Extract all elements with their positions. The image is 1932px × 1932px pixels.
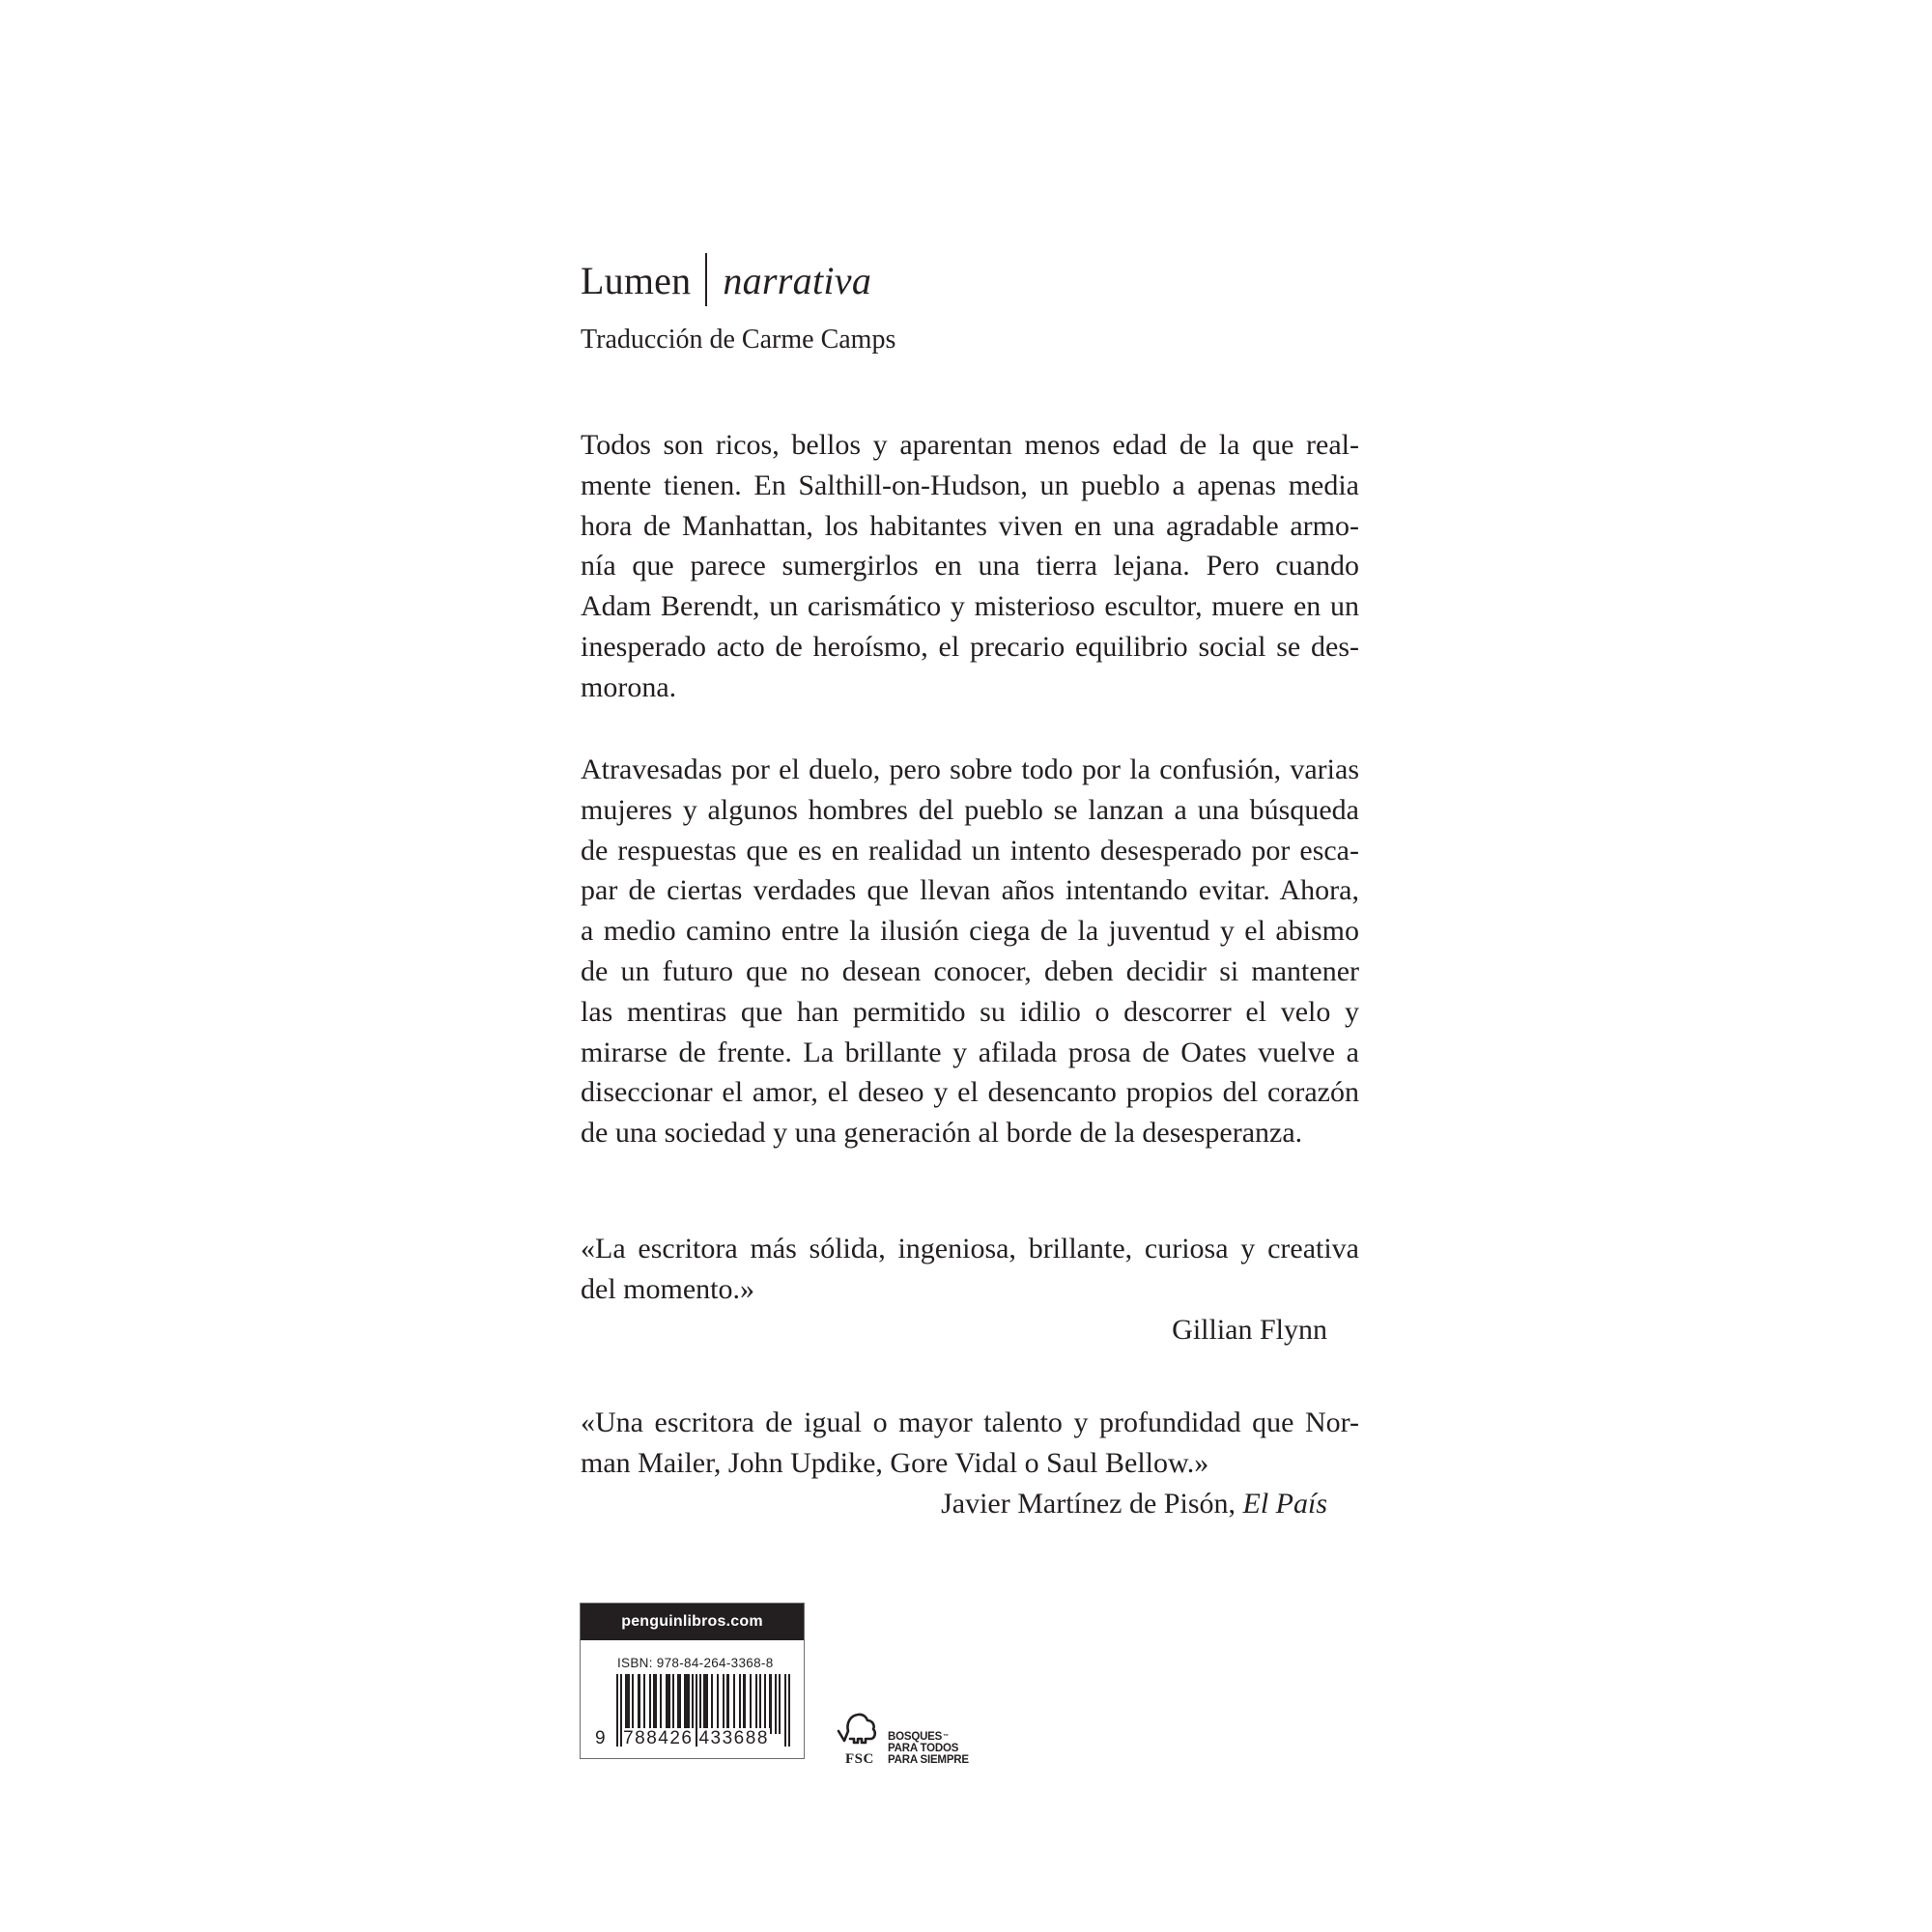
publisher-imprint	[581, 253, 871, 305]
collection-name: narrativa	[723, 259, 872, 302]
quote-author	[581, 1484, 1359, 1524]
quote-line: del momento.»	[581, 1272, 754, 1305]
text-line: de una sociedad y una generación al borde de la desesperanza.	[581, 1117, 1303, 1150]
text-line: las mentiras que han permitido su idilio o descorrer el velo y	[581, 995, 1359, 1028]
quote-line: «Una escritora de igual o mayor talento y profundidad que Nor-	[581, 1406, 1359, 1438]
fsc-label: FSC	[845, 1751, 874, 1767]
text-line: nía que parece sumergirlos en una tierra lejana. Pero cuando	[581, 550, 1359, 582]
text-line: mente tienen. En Salthill-on-Hudson, un pueblo a apenas media	[581, 469, 1359, 501]
text-line: Atravesadas por el duelo, pero sobre todo por la confusión, varias	[581, 753, 1359, 785]
synopsis-paragraph-1	[581, 425, 1359, 708]
slogan-line: PARA TODOS	[888, 1743, 959, 1754]
author-name: Gillian Flynn	[1172, 1313, 1327, 1346]
review-quote-1	[581, 1229, 1359, 1350]
barcode-digit-lead: 9	[595, 1728, 608, 1748]
author-name: Javier Martínez de Pisón,	[941, 1487, 1243, 1520]
text-line: hora de Manhattan, los habitantes viven en una agradable armo-	[581, 509, 1359, 542]
quote-author	[581, 1310, 1359, 1350]
text-line: de un futuro que no desean conocer, deben decidir si mantener	[581, 954, 1359, 987]
text-line: a medio camino entre la ilusión ciega de la juventud y el abismo	[581, 915, 1359, 948]
barcode-digit-group-2: 433688	[698, 1728, 769, 1748]
slogan-line: BOSQUES	[888, 1731, 943, 1743]
isbn-barcode-block	[580, 1603, 805, 1759]
quote-line: man Mailer, John Updike, Gore Vidal o Saul Bellow.»	[581, 1446, 1209, 1479]
translator-credit: Traducción de Carme Camps	[581, 325, 896, 355]
publisher-website: penguinlibros.com	[581, 1604, 804, 1640]
text-line: mujeres y algunos hombres del pueblo se lanzan a una búsqueda	[581, 793, 1359, 826]
text-line: inesperado acto de heroísmo, el precario equilibrio social se des-	[581, 630, 1359, 663]
slogan-line: PARA SIEMPRE	[888, 1754, 969, 1766]
text-line: mirarse de frente. La brillante y afilada prosa de Oates vuelve a	[581, 1036, 1359, 1068]
text-line: morona.	[581, 670, 677, 703]
synopsis-paragraph-2	[581, 750, 1359, 1153]
isbn-label: ISBN: 978-84-264-3368-8	[617, 1656, 774, 1670]
text-line: par de ciertas verdades que llevan años intentando evitar. Ahora,	[581, 874, 1359, 907]
barcode-digits	[595, 1729, 770, 1747]
review-quote-2	[581, 1403, 1359, 1523]
trademark-symbol: ™	[943, 1734, 949, 1740]
fsc-slogan	[888, 1731, 969, 1766]
publisher-name: Lumen	[581, 259, 692, 302]
text-line: de respuestas que es en realidad un intento desesperado por esca-	[581, 834, 1359, 867]
imprint-divider	[705, 253, 707, 306]
source-publication: El País	[1242, 1487, 1327, 1520]
text-line: Todos son ricos, bellos y aparentan menos edad de la que real-	[581, 429, 1359, 461]
fsc-certification	[837, 1710, 1001, 1768]
barcode-digit-group-1: 788426	[623, 1728, 694, 1748]
text-line: diseccionar el amor, el deseo y el desencanto propios del corazón	[581, 1076, 1359, 1109]
quote-line: «La escritora más sólida, ingeniosa, brillante, curiosa y creativa	[581, 1233, 1359, 1264]
text-line: Adam Berendt, un carismático y misterioso escultor, muere en un	[581, 590, 1359, 623]
